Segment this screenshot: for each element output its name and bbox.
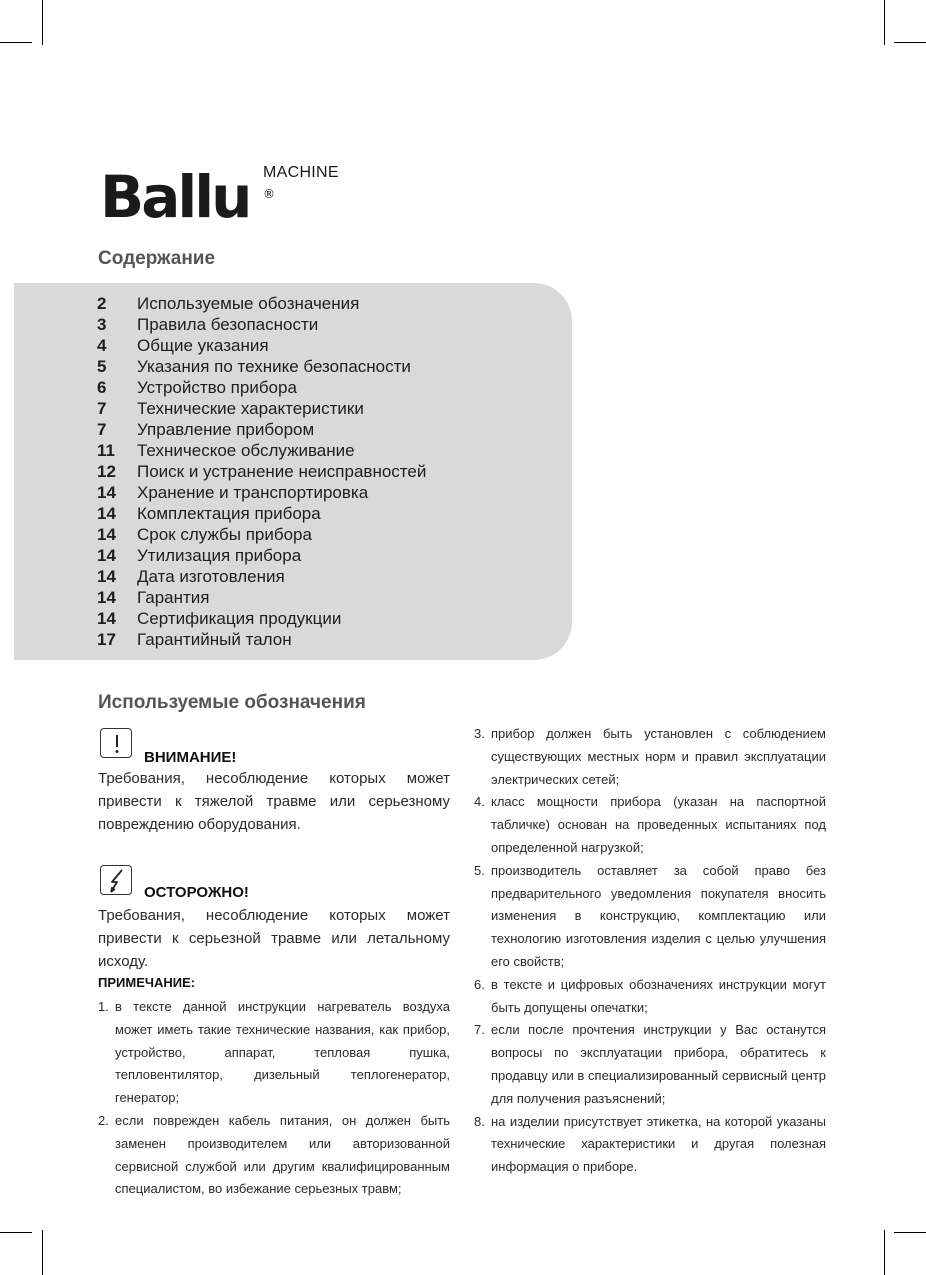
toc-item xyxy=(97,440,426,461)
toc-title: Содержание xyxy=(98,248,216,269)
toc-label: Срок службы прибора xyxy=(137,525,312,544)
toc-item xyxy=(97,629,426,650)
toc-page-number: 6 xyxy=(97,378,107,397)
toc-item xyxy=(97,314,426,335)
crop-mark xyxy=(884,1230,885,1275)
toc-page-number: 14 xyxy=(97,546,116,565)
crop-mark xyxy=(0,1232,32,1233)
note-item-number: 5. xyxy=(474,862,485,878)
toc-item xyxy=(97,524,426,545)
note-item-number: 3. xyxy=(474,726,485,741)
note-item xyxy=(474,860,826,974)
toc-label: Правила безопасности xyxy=(137,315,319,334)
crop-mark xyxy=(0,42,32,43)
toc-item xyxy=(97,356,426,377)
toc-page-number: 7 xyxy=(97,420,107,439)
note-item-text: прибор должен быть установлен с соблюдением существующих местных норм и правил эксплуатации электрических сетей; xyxy=(491,726,826,787)
crop-mark xyxy=(42,0,43,45)
note-item xyxy=(474,723,826,791)
toc-page-number: 2 xyxy=(97,294,107,313)
note-item-text: если после прочтения инструкции у Вас останутся вопросы по эксплуатации прибора, обратитесь к продавцу или в специализированный сервисный центр для получения разъяснений; xyxy=(491,1022,826,1106)
toc-label: Гарантия xyxy=(137,588,210,607)
toc-item xyxy=(97,398,426,419)
crop-mark xyxy=(42,1230,43,1275)
toc-item xyxy=(97,566,426,587)
attention-heading: ВНИМАНИЕ! xyxy=(144,749,237,766)
toc-item xyxy=(97,335,426,356)
toc-page-number: 14 xyxy=(97,609,116,628)
note-item xyxy=(98,1110,450,1201)
toc-label: Используемые обозначения xyxy=(137,294,360,313)
toc-label: Управление прибором xyxy=(137,420,315,439)
toc-item xyxy=(97,377,426,398)
note-item xyxy=(474,974,826,1020)
note-item-text: производитель оставляет за собой право без предварительного уведомления покупателя вносить изменения в конструкцию, комплектацию или технологию изготовления изделия с целью улучшения его свойств; xyxy=(491,862,826,969)
toc-item xyxy=(97,293,426,314)
toc-page-number: 12 xyxy=(97,462,116,481)
toc-item xyxy=(97,587,426,608)
section-title: Используемые обозначения xyxy=(98,692,366,713)
note-item-number: 6. xyxy=(474,976,485,992)
toc-page-number: 11 xyxy=(97,441,115,460)
note-item-text: класс мощности прибора (указан на паспортной табличке) основан на проведенных испытаниях под определенной нагрузкой; xyxy=(491,794,826,855)
crop-mark xyxy=(894,1232,926,1233)
toc-label: Технические характеристики xyxy=(137,399,364,418)
lightning-icon xyxy=(100,865,132,895)
note-item-text: в тексте данной инструкции нагреватель воздуха может иметь такие технические названия, как прибор, устройство, аппарат, тепловая пушка, тепловентилятор, дизельный теплогенератор, генератор; xyxy=(115,999,450,1106)
brand-logo xyxy=(100,162,339,232)
toc-item xyxy=(97,482,426,503)
caution-text: Требования, несоблюдение которых может привести к серьезной травме или летальному исходу. xyxy=(98,907,450,970)
toc-label: Устройство прибора xyxy=(137,378,297,397)
note-heading: ПРИМЕЧАНИЕ: xyxy=(98,975,196,990)
note-list-left xyxy=(98,996,450,1201)
toc-item xyxy=(97,461,426,482)
toc-label: Комплектация прибора xyxy=(137,504,321,523)
toc-page-number: 14 xyxy=(97,483,116,502)
toc-item xyxy=(97,545,426,566)
exclamation-icon xyxy=(100,728,132,758)
toc-page-number: 14 xyxy=(97,567,116,586)
toc-item xyxy=(97,608,426,629)
toc-label: Хранение и транспортировка xyxy=(137,483,369,502)
toc-page-number: 3 xyxy=(97,315,107,334)
note-item xyxy=(474,791,826,859)
attention-text: Требования, несоблюдение которых может привести к тяжелой травме или серьезному повреждению оборудования. xyxy=(98,770,450,833)
crop-mark xyxy=(894,42,926,43)
toc-label: Утилизация прибора xyxy=(137,546,302,565)
toc-label: Дата изготовления xyxy=(137,567,285,586)
note-item-number: 4. xyxy=(474,794,485,810)
toc-page-number: 7 xyxy=(97,399,107,418)
note-item-number: 2. xyxy=(98,1112,109,1128)
note-item-number: 8. xyxy=(474,1113,485,1129)
brand-name: Ballu xyxy=(100,163,250,231)
note-item-number: 7. xyxy=(474,1022,485,1038)
toc-page-number: 5 xyxy=(97,357,107,376)
note-item-text: если поврежден кабель питания, он должен быть заменен производителем или авторизованной сервисной службой или другим квалифицированным специалистом, во избежание серьезных травм; xyxy=(115,1112,450,1197)
brand-sub: MACHINE xyxy=(263,164,339,181)
toc-page-number: 17 xyxy=(97,630,116,649)
toc-item xyxy=(97,419,426,440)
toc-label: Поиск и устранение неисправностей xyxy=(137,462,427,481)
toc-label: Общие указания xyxy=(137,336,269,355)
note-item-text: в тексте и цифровых обозначениях инструкции могут быть допущены опечатки; xyxy=(491,976,826,1015)
crop-mark xyxy=(884,0,885,45)
note-item xyxy=(474,1111,826,1179)
toc-list xyxy=(97,293,426,650)
note-item-text: на изделии присутствует этикетка, на которой указаны технические характеристики и другая полезная информация о приборе. xyxy=(491,1113,826,1175)
toc-item xyxy=(97,503,426,524)
brand-reg: ® xyxy=(263,187,275,201)
note-list-right xyxy=(474,723,826,1179)
toc-label: Гарантийный талон xyxy=(137,630,292,649)
toc-page-number: 14 xyxy=(97,588,116,607)
toc-page-number: 14 xyxy=(97,504,116,523)
note-item-number: 1. xyxy=(98,999,109,1014)
toc-label: Указания по технике безопасности xyxy=(137,357,411,376)
note-item xyxy=(474,1019,826,1110)
toc-page-number: 4 xyxy=(97,336,107,355)
note-item xyxy=(98,996,450,1110)
caution-heading: ОСТОРОЖНО! xyxy=(144,884,249,901)
toc-label: Сертификация продукции xyxy=(137,609,342,628)
toc-page-number: 14 xyxy=(97,525,116,544)
toc-label: Техническое обслуживание xyxy=(137,441,355,460)
